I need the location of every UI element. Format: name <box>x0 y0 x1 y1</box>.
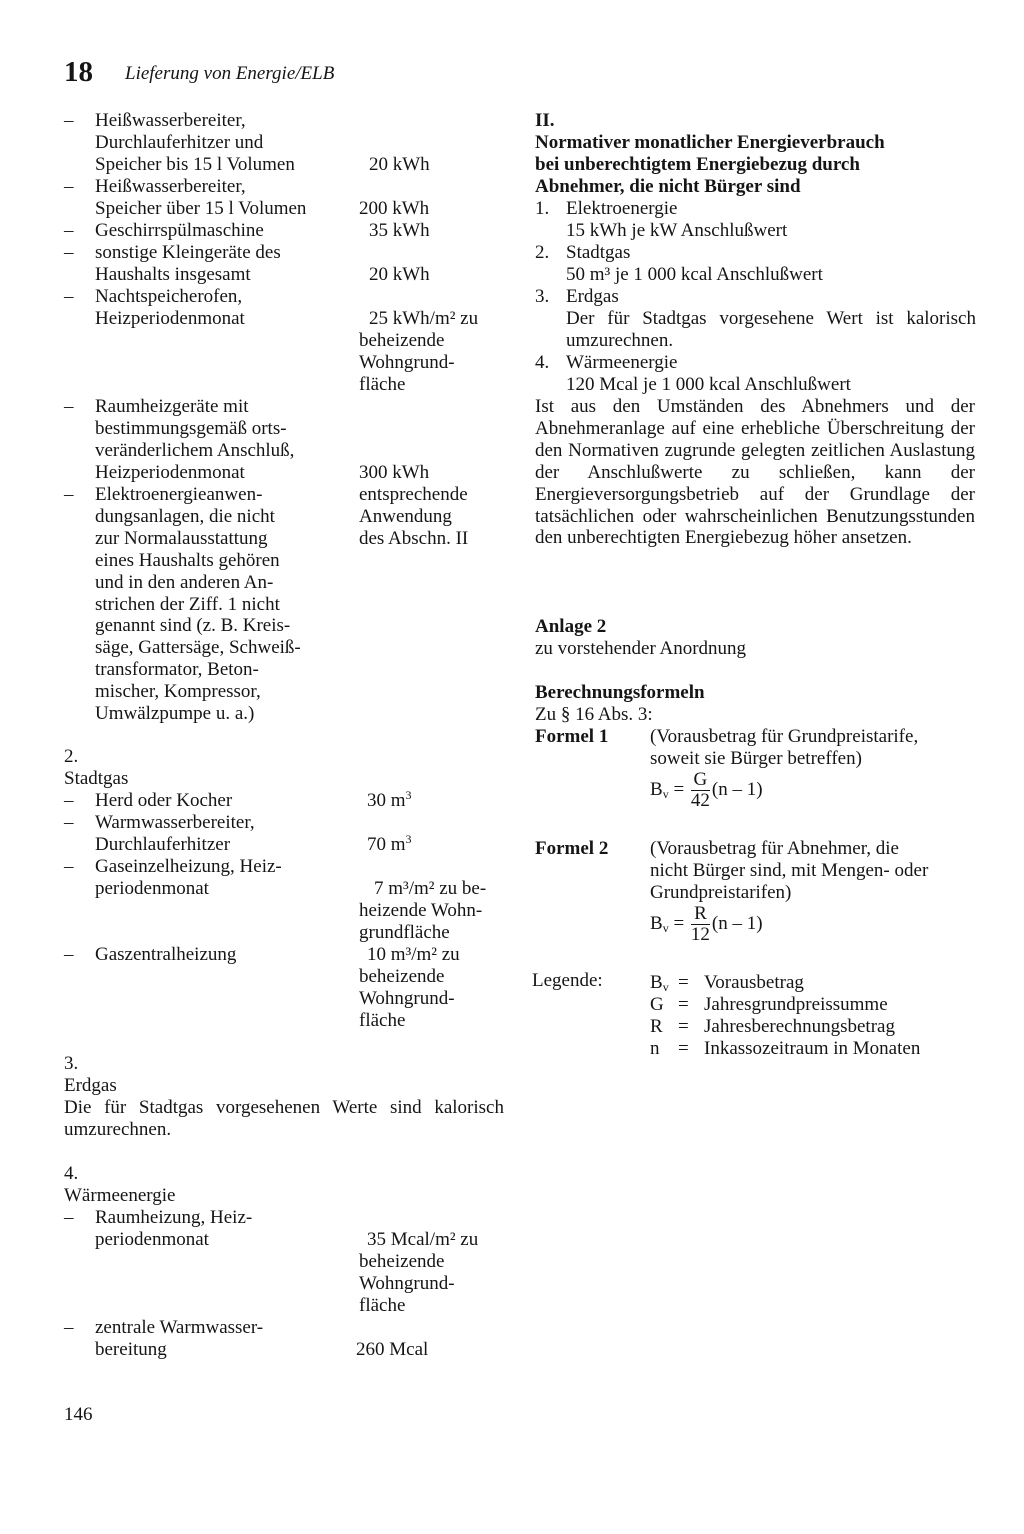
section-heading: Normativer monatlicher Energieverbrauch bei unberechtigtem Energiebezug durch Abnehmer, die nicht Bürger sind <box>535 132 885 197</box>
list-item-title: Wärmeenergie <box>566 352 678 373</box>
list-item-text: Raumheizgeräte mit bestimmungsgemäß orts- veränderlichem Anschluß, Heizperiodenmonat <box>95 396 295 483</box>
legend-label: Legende: <box>532 970 603 991</box>
section-title: Stadtgas <box>64 768 129 789</box>
list-number: 3. <box>535 286 550 307</box>
list-dash: – <box>64 242 74 263</box>
list-item-text: Herd oder Kocher <box>95 790 233 811</box>
formulas-title: Berechnungsformeln <box>535 682 705 703</box>
list-item-value: 300 kWh <box>359 462 430 483</box>
legend-row: R = Jahresberechnungsbetrag <box>650 1016 895 1037</box>
list-item-title: Elektroenergie <box>566 198 678 219</box>
legend-list <box>650 972 970 1060</box>
legend-symbol: G <box>650 994 664 1015</box>
list-item-text: zentrale Warmwasser- bereitung <box>95 1317 264 1360</box>
list-dash: – <box>64 856 74 877</box>
list-item-value-cont: beheizende Wohngrund- fläche <box>359 1251 455 1316</box>
list-item-value-cont: heizende Wohn- grundfläche <box>359 900 483 943</box>
list-dash: – <box>64 220 74 241</box>
list-item-text: Heißwasserbereiter, Speicher über 15 l Volumen <box>95 176 307 219</box>
list-item-text: Heißwasserbereiter, Durchlauferhitzer und Speicher bis 15 l Volumen <box>95 110 295 175</box>
list-number: 2. <box>535 242 550 263</box>
list-dash: – <box>64 110 74 131</box>
list-item-title: Erdgas <box>566 286 619 307</box>
legend-symbol: R <box>650 1016 663 1037</box>
legend-symbol: $B_v$ <box>650 972 669 994</box>
chapter-number: 18 <box>64 56 93 88</box>
section-number: 3. <box>64 1053 79 1074</box>
list-item-title: Stadtgas <box>566 242 631 263</box>
list-dash: – <box>64 396 74 417</box>
formula-2: $B_v$ = $\frac{R}{12}$ (n – 1) <box>650 903 763 945</box>
list-item-detail: 15 kWh je kW Anschlußwert <box>566 220 788 241</box>
list-dash: – <box>64 790 74 811</box>
running-header-title: Lieferung von Energie/ELB <box>125 63 335 84</box>
page-number: 146 <box>64 1404 93 1425</box>
section-text: Die für Stadtgas vorgesehenen Werte sind kalorisch umzurechnen. <box>64 1097 504 1140</box>
list-item-text: Warmwasserbereiter, Durchlauferhitzer <box>95 812 255 855</box>
list-item-value: 30 $m^3$ <box>367 788 412 811</box>
list-item-detail: Der für Stadtgas vorgesehene Wert ist kalorisch umzurechnen. <box>566 308 976 351</box>
list-item-value: 35 Mcal/m² zu <box>367 1229 479 1250</box>
legend-definition: Vorausbetrag <box>704 972 804 993</box>
list-dash: – <box>64 944 74 965</box>
legend-row: G = Jahresgrundpreissumme <box>650 994 888 1015</box>
list-item-value: 25 kWh/m² zu <box>369 308 479 329</box>
section-roman-numeral: II. <box>535 110 555 131</box>
list-number: 1. <box>535 198 550 219</box>
formula-2-label: Formel 2 <box>535 838 609 859</box>
list-number: 4. <box>535 352 550 373</box>
list-item-value-cont: beheizende Wohngrund- fläche <box>359 330 455 395</box>
list-item-value-cont: beheizende Wohngrund- fläche <box>359 966 455 1031</box>
list-item-text: Elektroenergieanwen- dungsanlagen, die nicht zur Normalausstattung eines Haushalts gehören und in den anderen An- strichen der Ziff. 1 nicht genannt sind (z. B. Kreis- säge, Gattersäge, Schweiß- transformator, Beton- mischer, Kompressor, Umwälzpumpe u. a.) <box>95 484 301 725</box>
list-item-value: 200 kWh <box>359 198 430 219</box>
legend-definition: Inkassozeitraum in Monaten <box>704 1038 921 1059</box>
list-item-value: 260 Mcal <box>356 1339 429 1360</box>
list-item-value: 35 kWh <box>369 220 430 241</box>
legend-symbol: n <box>650 1038 660 1059</box>
section-title: Wärmeenergie <box>64 1185 176 1206</box>
list-dash: – <box>64 1317 74 1338</box>
list-dash: – <box>64 484 74 505</box>
list-dash: – <box>64 1207 74 1228</box>
list-item-value: 20 kWh <box>369 264 430 285</box>
legend-definition: Jahresberechnungsbetrag <box>704 1016 895 1037</box>
list-item-value: 20 kWh <box>369 154 430 175</box>
list-dash: – <box>64 176 74 197</box>
list-item-value: 70 $m^3$ <box>367 832 412 855</box>
list-item-text: Gaseinzelheizung, Heiz- periodenmonat <box>95 856 282 899</box>
list-item-value: 10 m³/m² zu <box>367 944 460 965</box>
annex-subtitle: zu vorstehender Anordnung <box>535 638 747 659</box>
list-item-value: entsprechende Anwendung des Abschn. II <box>359 484 469 549</box>
fraction: $\frac{G}{42}$ <box>690 769 710 811</box>
section-number: 4. <box>64 1163 79 1184</box>
formulas-reference: Zu § 16 Abs. 3: <box>535 704 653 725</box>
section-number: 2. <box>64 746 79 767</box>
list-dash: – <box>64 286 74 307</box>
legend-definition: Jahresgrundpreissumme <box>704 994 888 1015</box>
list-item-detail: 120 Mcal je 1 000 kcal Anschlußwert <box>566 374 851 395</box>
formula-1-description: (Vorausbetrag für Grundpreistarife, soweit sie Bürger betreffen) <box>650 726 919 769</box>
section-title: Erdgas <box>64 1075 117 1096</box>
formula-1-label: Formel 1 <box>535 726 609 747</box>
list-dash: – <box>64 812 74 833</box>
list-item-detail: 50 m³ je 1 000 kcal Anschlußwert <box>566 264 823 285</box>
annex-title: Anlage 2 <box>535 616 607 637</box>
list-item-text: sonstige Kleingeräte des Haushalts insgesamt <box>95 242 281 285</box>
formula-1: $B_v$ = $\frac{G}{42}$ (n – 1) <box>650 769 763 811</box>
list-item-text: Gaszentralheizung <box>95 944 237 965</box>
list-item-value: 7 m³/m² zu be- <box>374 878 487 899</box>
list-item-text: Geschirrspülmaschine <box>95 220 264 241</box>
list-item-text: Raumheizung, Heiz- periodenmonat <box>95 1207 253 1250</box>
list-item-text: Nachtspeicherofen, Heizperiodenmonat <box>95 286 245 329</box>
fraction: $\frac{R}{12}$ <box>690 903 710 945</box>
paragraph: Ist aus den Umständen des Abnehmers und der Abnehmeranlage auf eine erhebliche Überschreitung der den Normativen zugrunde gelegten zeitlichen Auslastung der Anschlußwerte zu schließen, kann der Energieversorgungsbetrieb auf der Grundlage der tatsächlichen oder wahrscheinlichen Benutzungsstunden den unberechtigten Energiebezug höher ansetzen. <box>535 396 975 549</box>
legend-row: $B_v$ = Vorausbetrag <box>650 972 804 994</box>
legend-row: n = Inkassozeitraum in Monaten <box>650 1038 921 1059</box>
formula-2-description: (Vorausbetrag für Abnehmer, die nicht Bürger sind, mit Mengen- oder Grundpreistarifen) <box>650 838 929 903</box>
